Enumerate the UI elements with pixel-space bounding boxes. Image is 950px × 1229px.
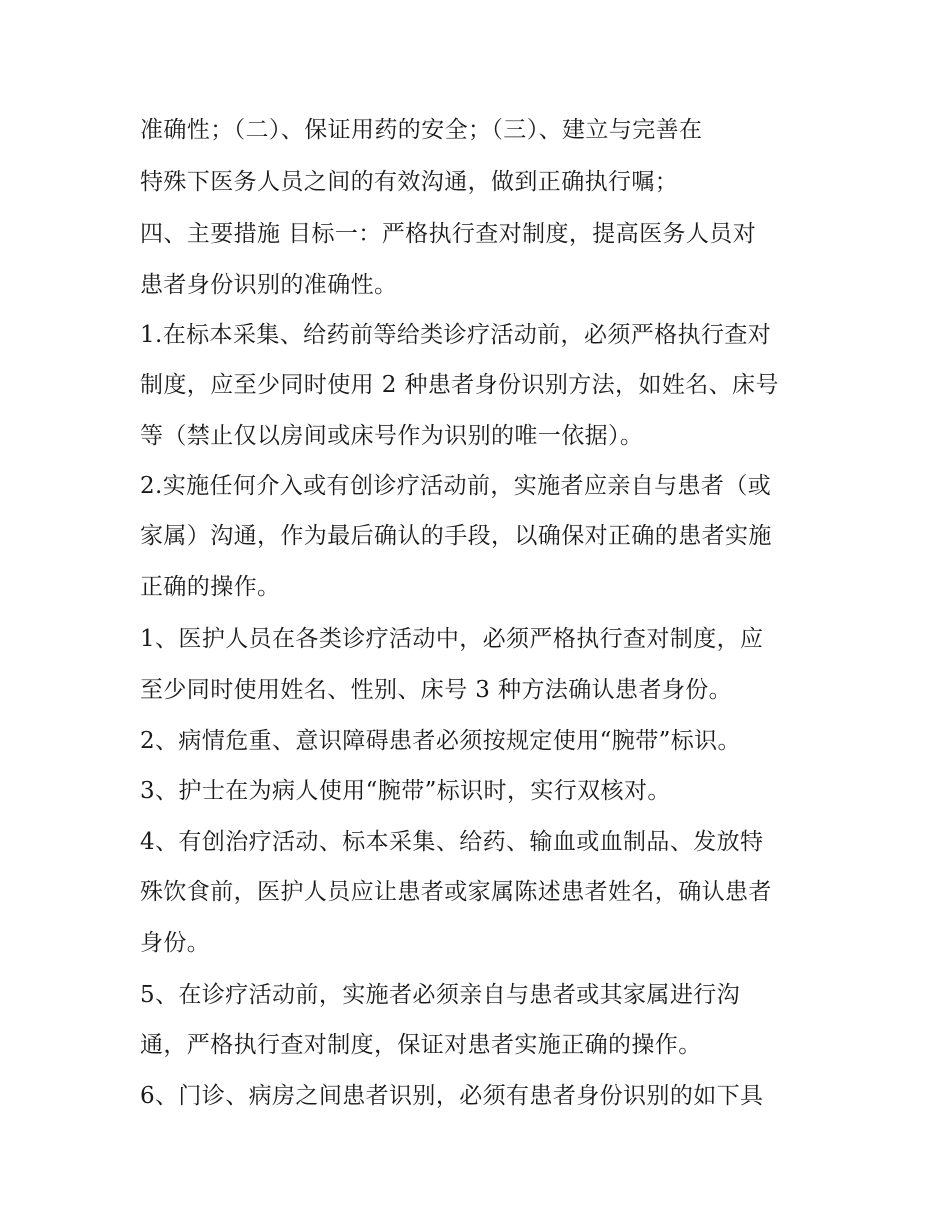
text-line-18: 5、在诊疗活动前，实施者必须亲自与患者或其家属进行沟	[140, 982, 741, 1008]
text-line-8: 2.实施任何介入或有创诊疗活动前，实施者应亲自与患者（或	[140, 473, 772, 499]
text-line-4: 患者身份识别的准确性。	[140, 272, 398, 298]
text-line-3: 四、主要措施 目标一：严格执行查对制度，提高医务人员对	[140, 221, 757, 247]
text-line-1: 准确性；（二）、保证用药的安全；（三）、建立与完善在	[140, 117, 703, 143]
text-line-9: 家属）沟通，作为最后确认的手段，以确保对正确的患者实施	[140, 523, 772, 549]
text-line-15: 4、有创治疗活动、标本采集、给药、输血或血制品、发放特	[140, 829, 764, 855]
text-line-7: 等（禁止仅以房间或床号作为识别的唯一依据）。	[140, 423, 644, 449]
text-line-16: 殊饮食前，医护人员应让患者或家属陈述患者姓名，确认患者	[140, 879, 772, 905]
text-line-6: 制度，应至少同时使用 2 种患者身份识别方法，如姓名、床号	[140, 372, 779, 398]
text-line-12: 至少同时使用姓名、性别、床号 3 种方法确认患者身份。	[140, 677, 733, 703]
text-line-2: 特殊下医务人员之间的有效沟通，做到正确执行嘱；	[140, 169, 679, 195]
text-line-20: 6、门诊、病房之间患者识别，必须有患者身份识别的如下具	[140, 1083, 764, 1109]
text-line-13: 2、病情危重、意识障碍患者必须按规定使用“腕带”标识。	[140, 728, 741, 754]
text-line-5: 1.在标本采集、给药前等给类诊疗活动前，必须严格执行查对	[140, 322, 772, 348]
text-line-10: 正确的操作。	[140, 574, 281, 600]
text-line-14: 3、护士在为病人使用“腕带”标识时，实行双核对。	[140, 778, 671, 804]
text-line-11: 1、医护人员在各类诊疗活动中，必须严格执行查对制度，应	[140, 626, 764, 652]
text-line-19: 通，严格执行查对制度，保证对患者实施正确的操作。	[140, 1032, 702, 1058]
text-line-17: 身份。	[140, 930, 211, 956]
